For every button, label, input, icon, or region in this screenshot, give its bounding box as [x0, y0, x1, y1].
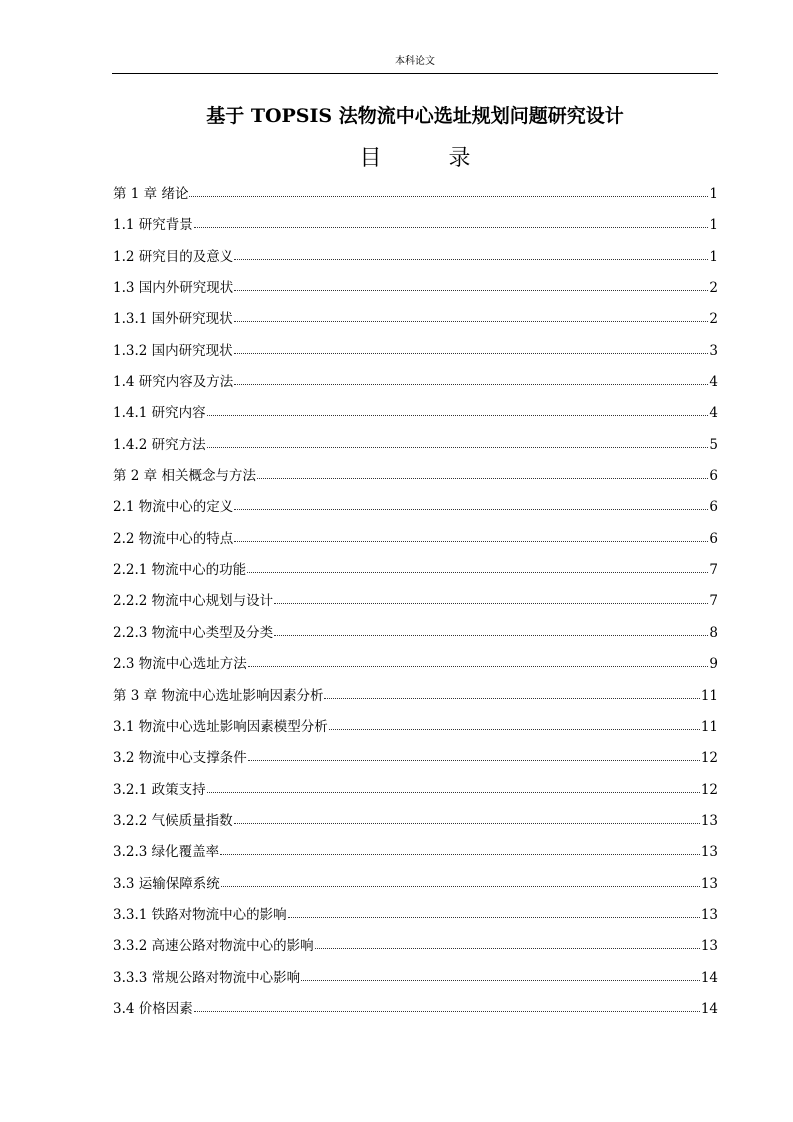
toc-dot-leader	[315, 936, 700, 950]
toc-entry-page-number: 14	[700, 1000, 718, 1017]
toc-entry-page-number: 13	[700, 844, 718, 861]
toc-dot-leader	[248, 654, 709, 668]
toc-dot-leader	[274, 591, 708, 605]
toc-entry-label: 3.4 价格因素	[113, 1000, 193, 1017]
toc-entry[interactable]	[113, 999, 718, 1030]
toc-entry[interactable]	[113, 748, 718, 779]
toc-entry-label: 1.3.1 国外研究现状	[113, 311, 233, 328]
toc-entry-label: 3.3.2 高速公路对物流中心的影响	[113, 938, 314, 955]
toc-entry[interactable]	[113, 686, 718, 717]
toc-entry-page-number: 1	[709, 248, 718, 265]
toc-entry[interactable]	[113, 905, 718, 936]
toc-entry-label: 1.4 研究内容及方法	[113, 374, 234, 391]
toc-entry-label: 1.3 国内外研究现状	[113, 280, 234, 297]
toc-entry[interactable]	[113, 435, 718, 466]
toc-entry-label: 第 2 章 相关概念与方法	[113, 468, 256, 485]
toc-dot-leader	[234, 372, 708, 386]
toc-entry[interactable]	[113, 842, 718, 873]
toc-entry[interactable]	[113, 247, 718, 278]
toc-entry-page-number: 7	[709, 593, 718, 610]
toc-entry[interactable]	[113, 717, 718, 748]
toc-entry[interactable]	[113, 591, 718, 622]
toc-entry-label: 3.2.3 绿化覆盖率	[113, 844, 220, 861]
toc-entry-page-number: 13	[700, 938, 718, 955]
toc-entry-label: 3.3 运输保障系统	[113, 875, 220, 892]
toc-entry-label: 1.4.1 研究内容	[113, 405, 206, 422]
toc-entry-page-number: 12	[700, 781, 718, 798]
toc-dot-leader	[207, 435, 709, 449]
toc-entry[interactable]	[113, 309, 718, 340]
toc-dot-leader	[329, 717, 700, 731]
toc-dot-leader	[234, 247, 708, 261]
toc-dot-leader	[248, 748, 700, 762]
toc-entry-page-number: 4	[709, 405, 718, 422]
toc-entry[interactable]	[113, 497, 718, 528]
toc-entry-label: 2.2.1 物流中心的功能	[113, 562, 247, 579]
toc-entry-page-number: 5	[709, 436, 718, 453]
toc-entry-page-number: 13	[700, 906, 718, 923]
toc-entry-page-number: 3	[709, 342, 718, 359]
toc-entry-page-number: 13	[700, 875, 718, 892]
toc-entry-label: 1.4.2 研究方法	[113, 436, 206, 453]
toc-dot-leader	[234, 811, 700, 825]
toc-entry-page-number: 8	[709, 624, 718, 641]
toc-dot-leader	[220, 842, 700, 856]
toc-dot-leader	[324, 686, 699, 700]
toc-entry-page-number: 9	[709, 656, 718, 673]
toc-dot-leader	[288, 905, 700, 919]
toc-heading: 目 录	[359, 146, 501, 171]
toc-entry-label: 3.2 物流中心支撑条件	[113, 750, 247, 767]
toc-entry[interactable]	[113, 560, 718, 591]
toc-entry-label: 2.2.2 物流中心规划与设计	[113, 593, 274, 610]
toc-entry-label: 1.2 研究目的及意义	[113, 248, 234, 265]
toc-entry-page-number: 11	[700, 718, 718, 735]
toc-dot-leader	[234, 529, 708, 543]
toc-entry-label: 3.2.2 气候质量指数	[113, 812, 233, 829]
toc-entry[interactable]	[113, 184, 718, 215]
toc-entry-page-number: 12	[700, 750, 718, 767]
toc-entry-label: 1.1 研究背景	[113, 217, 193, 234]
toc-dot-leader	[274, 623, 708, 637]
running-header: 本科论文	[395, 56, 435, 67]
toc-entry-page-number: 6	[709, 530, 718, 547]
toc-entry-label: 2.3 物流中心选址方法	[113, 656, 247, 673]
toc-dot-leader	[257, 466, 708, 480]
toc-entry[interactable]	[113, 466, 718, 497]
toc-entry-page-number: 6	[709, 499, 718, 516]
toc-entry[interactable]	[113, 529, 718, 560]
toc-dot-leader	[221, 874, 700, 888]
toc-entry[interactable]	[113, 936, 718, 967]
toc-dot-leader	[234, 497, 708, 511]
toc-entry-label: 2.2.3 物流中心类型及分类	[113, 624, 274, 641]
toc-entry-page-number: 7	[709, 562, 718, 579]
document-title: 基于 TOPSIS 法物流中心选址规划问题研究设计	[206, 105, 624, 127]
toc-dot-leader	[207, 403, 709, 417]
toc-dot-leader	[234, 341, 709, 355]
toc-entry-label: 2.2 物流中心的特点	[113, 530, 234, 547]
header-rule	[112, 73, 718, 74]
toc-entry[interactable]	[113, 654, 718, 685]
toc-entry-label: 1.3.2 国内研究现状	[113, 342, 233, 359]
toc-entry-page-number: 2	[709, 311, 718, 328]
toc-dot-leader	[234, 309, 709, 323]
toc-dot-leader	[194, 999, 700, 1013]
toc-entry[interactable]	[113, 780, 718, 811]
toc-entry-page-number: 2	[709, 280, 718, 297]
toc-entry-page-number: 4	[709, 374, 718, 391]
toc-entry[interactable]	[113, 372, 718, 403]
toc-dot-leader	[189, 184, 708, 198]
table-of-contents	[113, 184, 718, 1030]
toc-entry-label: 3.3.1 铁路对物流中心的影响	[113, 906, 287, 923]
toc-entry-page-number: 11	[700, 687, 718, 704]
toc-entry-label: 第 3 章 物流中心选址影响因素分析	[113, 687, 324, 704]
toc-entry-page-number: 14	[700, 969, 718, 986]
toc-entry-page-number: 6	[709, 468, 718, 485]
toc-entry[interactable]	[113, 874, 718, 905]
toc-entry[interactable]	[113, 341, 718, 372]
toc-entry[interactable]	[113, 403, 718, 434]
toc-entry[interactable]	[113, 623, 718, 654]
toc-entry-page-number: 1	[709, 186, 718, 202]
toc-entry-label: 3.3.3 常规公路对物流中心影响	[113, 969, 301, 986]
toc-entry[interactable]	[113, 968, 718, 999]
toc-dot-leader	[207, 780, 700, 794]
toc-entry-label: 2.1 物流中心的定义	[113, 499, 234, 516]
toc-entry-page-number: 1	[709, 217, 718, 234]
toc-dot-leader	[247, 560, 708, 574]
toc-entry[interactable]	[113, 811, 718, 842]
toc-dot-leader	[234, 278, 708, 292]
toc-dot-leader	[194, 215, 709, 229]
toc-entry-page-number: 13	[700, 812, 718, 829]
toc-entry-label: 3.2.1 政策支持	[113, 781, 206, 798]
toc-entry-label: 第 1 章 绪论	[113, 186, 189, 202]
toc-dot-leader	[301, 968, 700, 982]
toc-entry[interactable]	[113, 215, 718, 246]
toc-entry[interactable]	[113, 278, 718, 309]
toc-entry-label: 3.1 物流中心选址影响因素模型分析	[113, 718, 328, 735]
